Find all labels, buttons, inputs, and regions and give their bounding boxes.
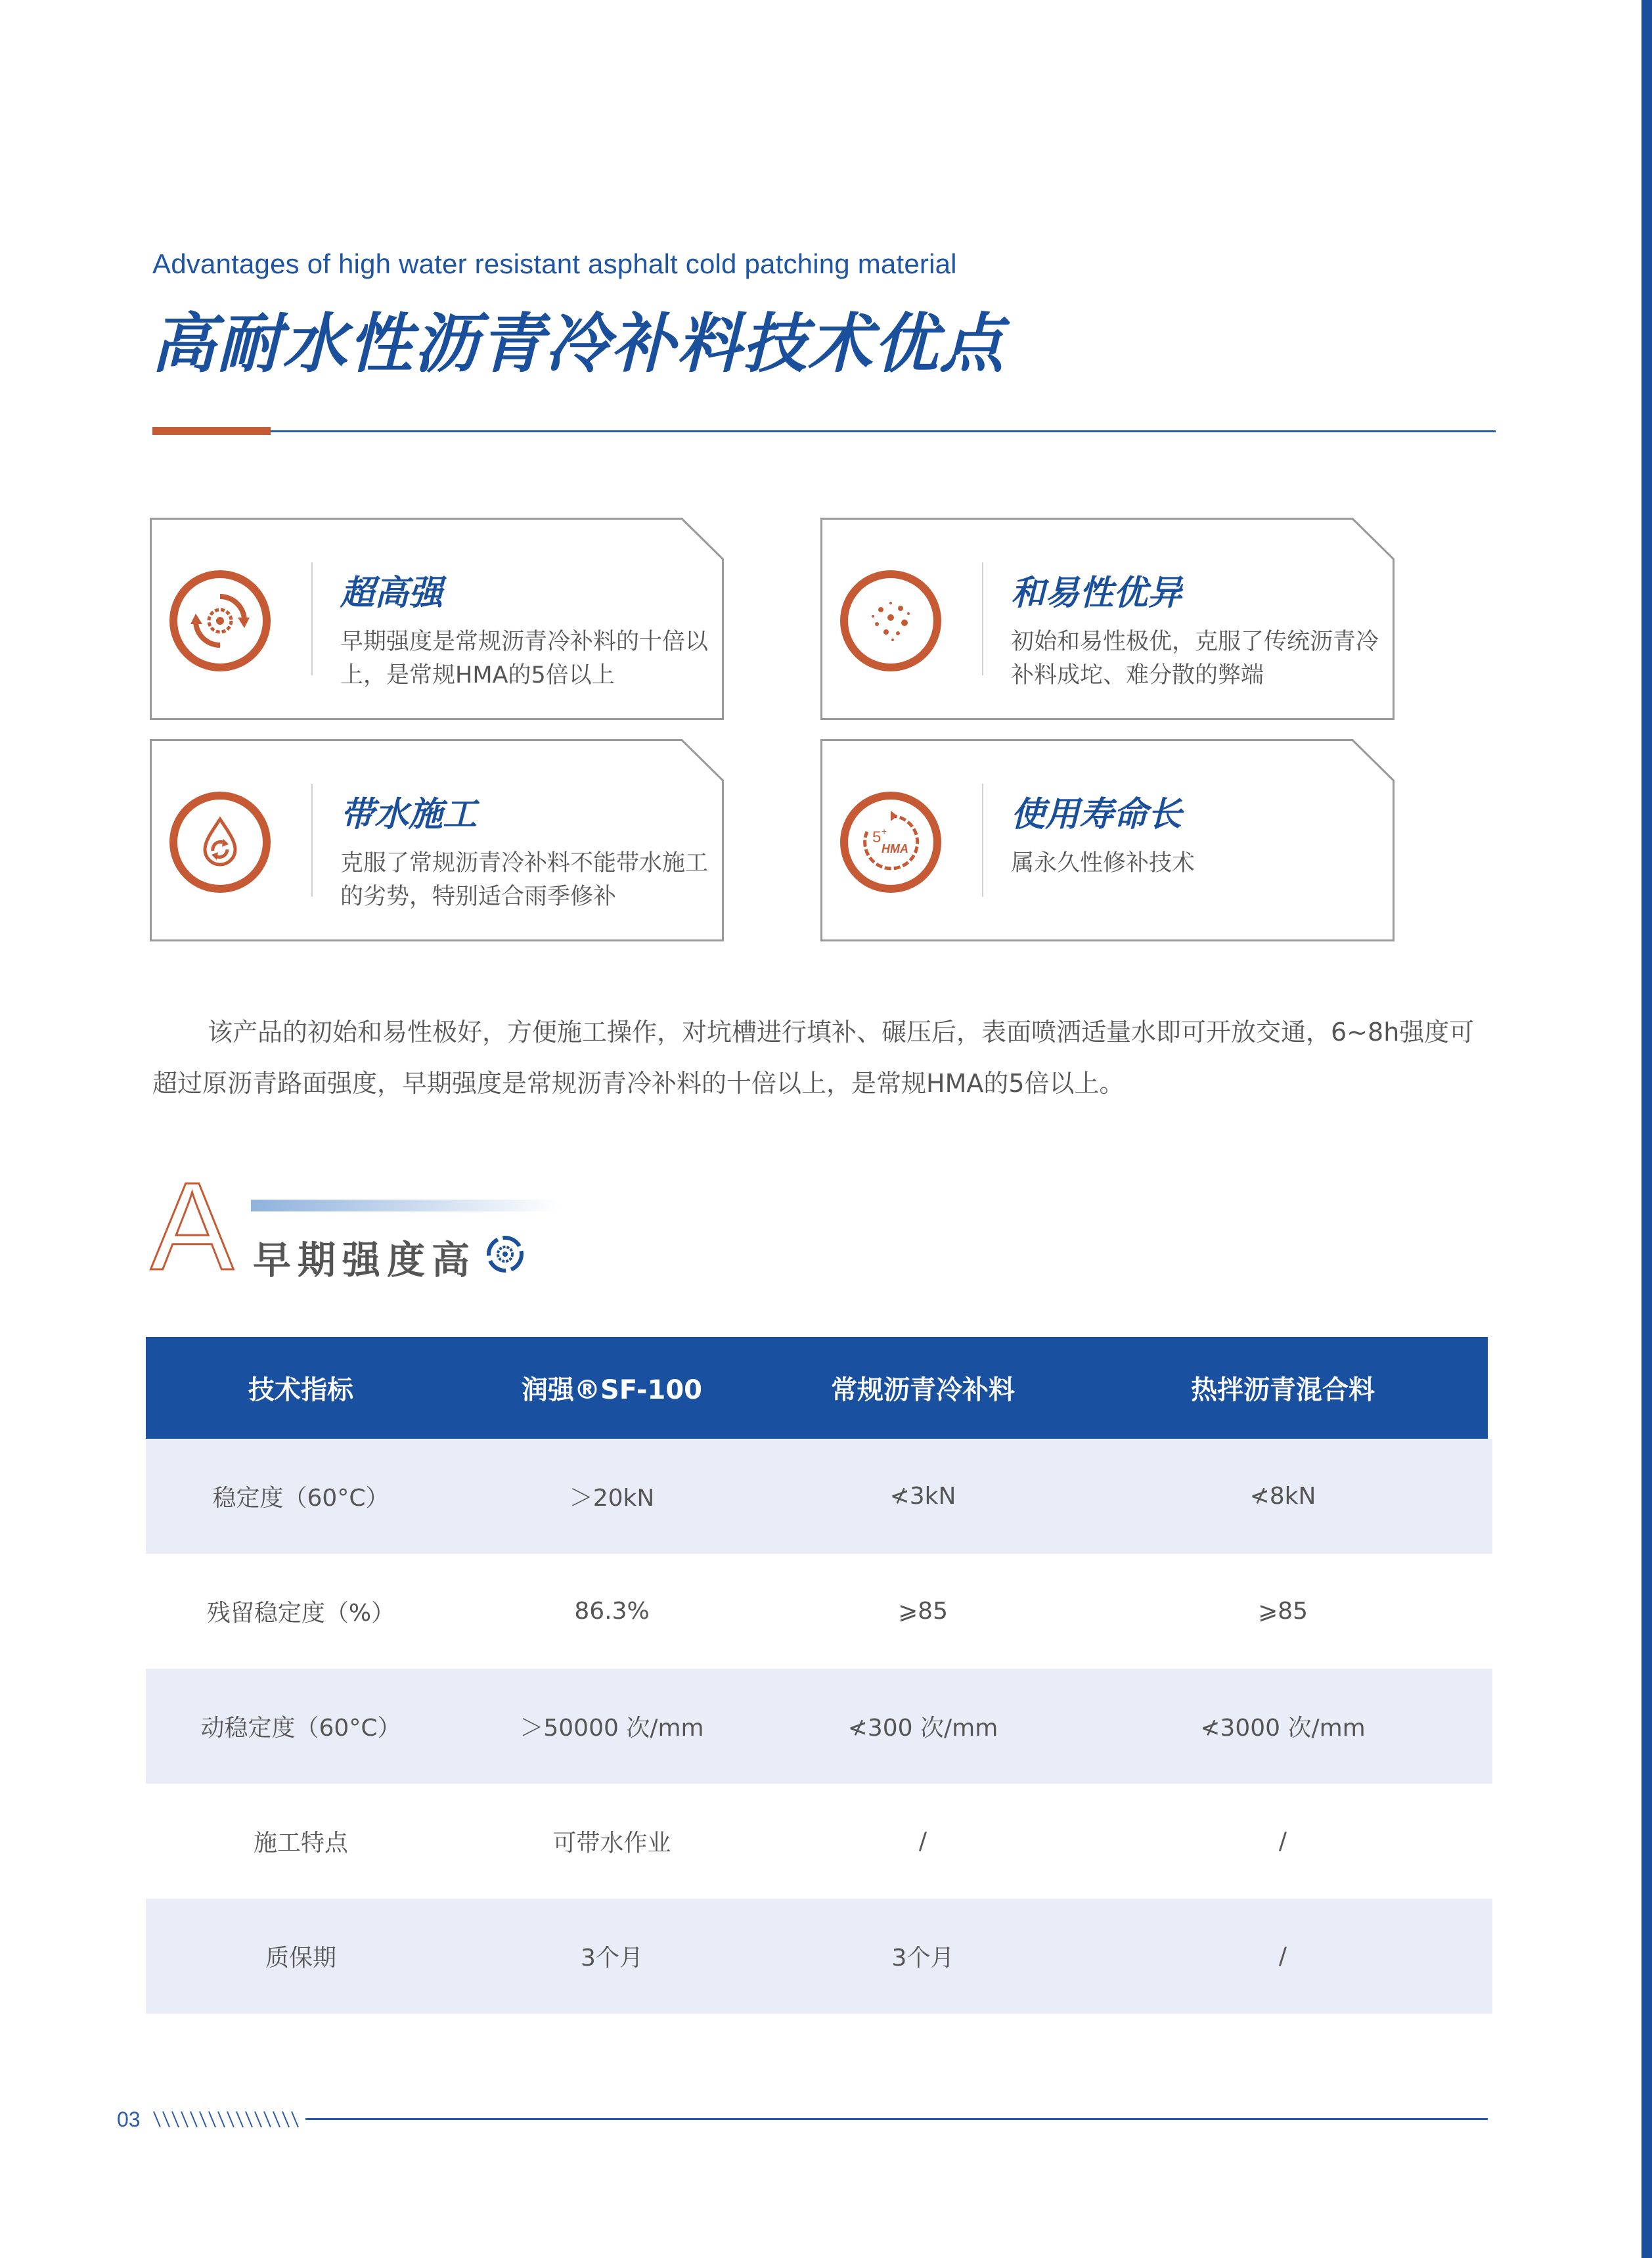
table-cell: ＞50000 次/mm [520, 1715, 704, 1742]
feature-description: 克服了常规沥青冷补料不能带水施工的劣势，特别适合雨季修补 [340, 850, 709, 910]
feature-title: 使用寿命长 [1011, 795, 1182, 834]
table-cell: / [1278, 1943, 1287, 1970]
table-header [146, 1337, 1488, 1439]
table-row [146, 1669, 1492, 1784]
table-cell: ≮3kN [889, 1483, 956, 1510]
title-divider [152, 430, 1496, 432]
english-subtitle: Advantages of high water resistant asphalt cold patching material [152, 248, 957, 279]
table-cell: ＞20kN [569, 1485, 655, 1512]
table-cell: 3个月 [581, 1945, 643, 1972]
table-cell: ≮8kN [1249, 1483, 1316, 1510]
section-gradient-bar [251, 1200, 560, 1211]
table-row [146, 1554, 1492, 1669]
card-divider [311, 562, 313, 675]
feature-title: 和易性优异 [1011, 574, 1182, 613]
table-header-cell: 技术指标 [248, 1375, 353, 1405]
table-cell: 可带水作业 [552, 1830, 671, 1857]
scatter-particles-icon [840, 570, 941, 671]
intro-paragraph: 该产品的初始和易性极好，方便施工操作，对坑槽进行填补、碾压后，表面喷洒适量水即可开放交通，6~8h强度可超过原沥青路面强度，早期强度是常规沥青冷补料的十倍以上，是常规HMA的5倍以上。 [152, 1018, 1475, 1098]
table-cell: 86.3% [574, 1598, 650, 1625]
feature-description: 早期强度是常规沥青冷补料的十倍以上，是常规HMA的5倍以上 [340, 629, 709, 689]
gear-cycle-icon [169, 570, 271, 671]
svg-text:HMA: HMA [882, 842, 908, 855]
page-number: 03 [117, 2108, 141, 2131]
table-cell: 动稳定度（60°C） [200, 1715, 401, 1742]
water-drop-recycle-icon [169, 792, 271, 893]
table-cell: / [918, 1828, 927, 1855]
section-letter: A [150, 1171, 234, 1276]
table-cell: 质保期 [265, 1945, 336, 1972]
svg-text:5: 5 [872, 828, 882, 846]
table-row [146, 1784, 1492, 1899]
table-cell: / [1278, 1828, 1287, 1855]
card-divider [311, 784, 313, 897]
table-cell: ≮300 次/mm [847, 1715, 998, 1742]
table-cell: ≮3000 次/mm [1200, 1715, 1366, 1742]
feature-description: 初始和易性极优，克服了传统沥青冷补料成坨、难分散的弊端 [1011, 629, 1379, 689]
card-divider [982, 562, 983, 675]
feature-title: 带水施工 [340, 795, 478, 834]
right-edge-bar [1641, 0, 1652, 2258]
feature-title: 超高强 [340, 574, 443, 613]
title-divider-accent [152, 427, 271, 435]
table-header-cell: 热拌沥青混合料 [1191, 1375, 1375, 1405]
spec-table [146, 1337, 1492, 2014]
table-cell: ⩾85 [898, 1598, 948, 1625]
feature-description: 属永久性修补技术 [1011, 850, 1195, 876]
table-cell: 稳定度（60°C） [212, 1485, 390, 1512]
table-cell: 3个月 [891, 1945, 954, 1972]
feature-card-wet-construction [150, 739, 724, 941]
feature-card-long-life [820, 739, 1395, 941]
table-cell: ⩾85 [1258, 1598, 1308, 1625]
card-divider [982, 784, 983, 897]
table-header-cell: 常规沥青冷补料 [831, 1375, 1015, 1405]
table-row [146, 1899, 1492, 2014]
table-cell: 残留稳定度（%） [206, 1600, 395, 1627]
footer-divider [305, 2118, 1488, 2120]
table-cell: 施工特点 [253, 1830, 348, 1857]
hma-5x-icon [840, 792, 941, 893]
section-title: 早期强度高 [253, 1238, 477, 1282]
table-row [146, 1439, 1492, 1554]
section-letter-graphic [148, 1171, 240, 1276]
feature-card-workability [820, 518, 1395, 720]
gear-cycle-icon [486, 1235, 524, 1273]
footer-hatch-decoration [152, 2110, 307, 2129]
svg-text:+: + [882, 826, 887, 836]
page-title: 高耐水性沥青冷补料技术优点 [151, 307, 1006, 382]
feature-card-strength [150, 518, 724, 720]
table-header-cell: 润强®SF-100 [522, 1375, 702, 1405]
